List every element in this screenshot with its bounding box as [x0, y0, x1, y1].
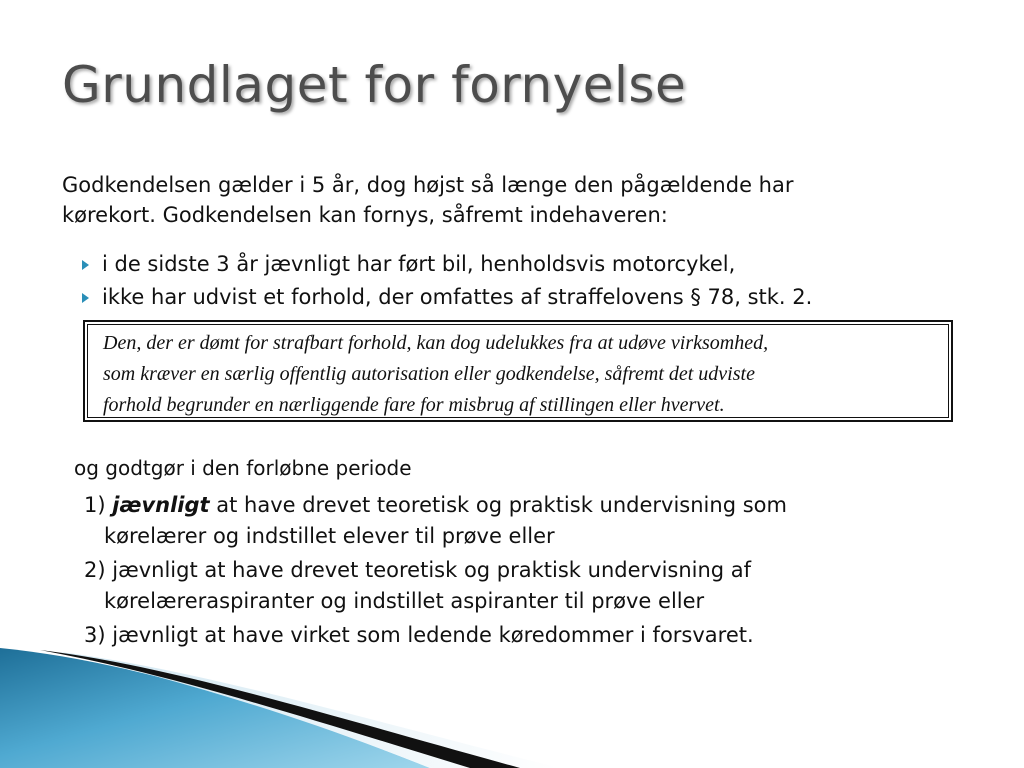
condition-item	[84, 490, 787, 552]
law-quote-box	[83, 320, 953, 422]
item-line-2: kørelæreraspiranter og indstillet aspiranter til prøve eller	[104, 589, 705, 613]
law-quote-text	[103, 328, 947, 421]
requirement-bullets	[82, 248, 812, 314]
bullet-text: i de sidste 3 år jævnligt har ført bil, henholdsvis motorcykel,	[102, 252, 736, 276]
item-line-1: jævnligt at have virket som ledende køredommer i forsvaret.	[112, 623, 754, 647]
item-line-1: at have drevet teoretisk og praktisk undervisning som	[216, 493, 787, 517]
intro-paragraph	[62, 170, 962, 230]
item-line-2: kørelærer og indstillet elever til prøve eller	[104, 524, 555, 548]
intro-line-2: kørekort. Godkendelsen kan fornys, såfremt indehaveren:	[62, 203, 668, 227]
quote-line-1: Den, der er dømt for strafbart forhold, kan dog udelukkes fra at udøve virksomhed,	[103, 332, 769, 354]
bullet-item	[82, 281, 812, 314]
decorative-swoosh	[0, 600, 1024, 768]
arrow-bullet-icon	[82, 293, 89, 303]
bullet-item	[82, 248, 812, 281]
item-emphasis: jævnligt	[112, 493, 210, 517]
quote-line-3: forhold begrunder en nærliggende fare for misbrug af stillingen eller hvervet.	[103, 394, 725, 416]
slide-title: Grundlaget for fornyelse	[62, 56, 687, 114]
item-number: 1)	[84, 493, 106, 517]
bullet-text: ikke har udvist et forhold, der omfattes af straffelovens § 78, stk. 2.	[102, 285, 813, 309]
item-number: 3)	[84, 623, 106, 647]
quote-line-2: som kræver en særlig offentlig autorisation eller godkendelse, såfremt det udviste	[103, 363, 755, 385]
arrow-bullet-icon	[82, 260, 89, 270]
intro-line-1: Godkendelsen gælder i 5 år, dog højst så længe den pågældende har	[62, 173, 794, 197]
item-line-1: jævnligt at have drevet teoretisk og praktisk undervisning af	[112, 558, 752, 582]
period-heading: og godtgør i den forløbne periode	[74, 456, 412, 480]
item-number: 2)	[84, 558, 106, 582]
